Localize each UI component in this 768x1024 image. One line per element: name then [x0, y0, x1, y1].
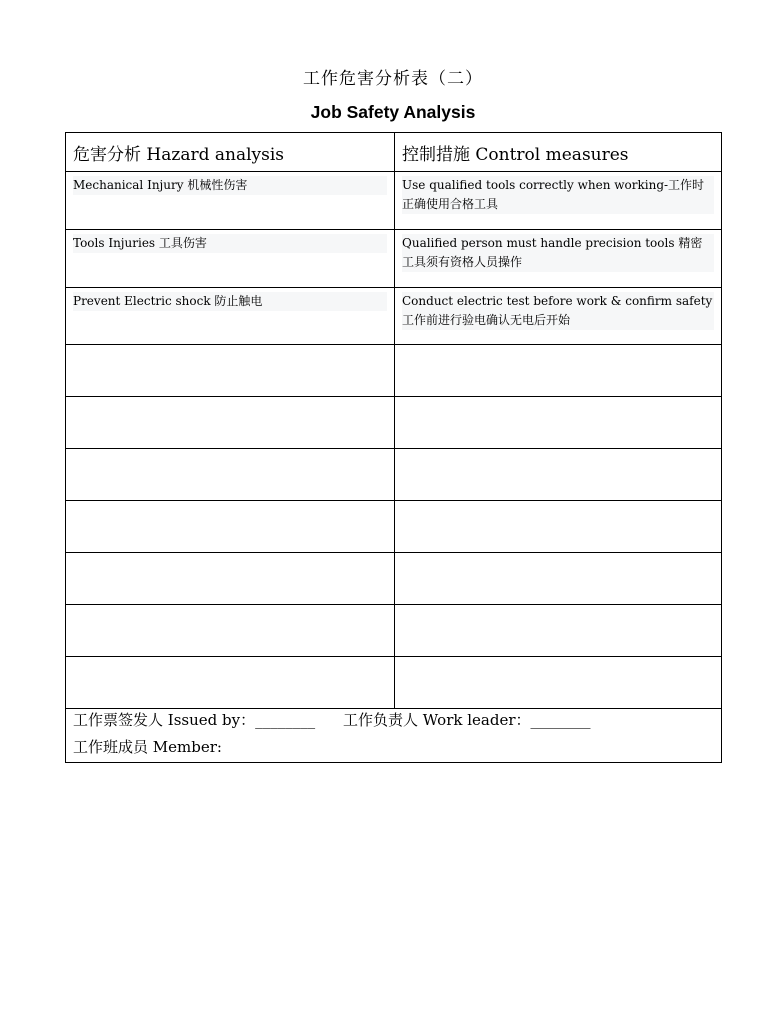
control-cell-empty[interactable]	[395, 501, 722, 553]
header-cell-hazard	[66, 133, 395, 172]
header-cell-control	[395, 133, 722, 172]
hazard-cell-empty[interactable]	[66, 449, 395, 501]
control-cell-empty[interactable]	[395, 397, 722, 449]
header-control-measures: 控制措施 Control measures	[402, 145, 629, 165]
hazard-cell-empty[interactable]	[66, 345, 395, 397]
job-safety-analysis-table	[65, 132, 722, 763]
work-leader-field[interactable]: 工作负责人 Work leader：________	[343, 711, 591, 729]
table-row	[66, 288, 722, 345]
control-cell-empty[interactable]	[395, 657, 722, 709]
hazard-cell[interactable]	[66, 172, 395, 230]
control-text: Qualified person must handle precision tools 精密工具须有资格人员操作	[402, 234, 714, 272]
page-title: Job Safety Analysis	[310, 102, 476, 122]
empty-table-row	[66, 449, 722, 501]
hazard-cell-empty[interactable]	[66, 605, 395, 657]
empty-table-row	[66, 553, 722, 605]
table-row	[66, 230, 722, 288]
member-field[interactable]: 工作班成员 Member:	[73, 738, 222, 756]
hazard-text: Prevent Electric shock 防止触电	[73, 292, 387, 311]
empty-table-row	[66, 345, 722, 397]
signature-footer-cell	[66, 709, 722, 763]
signature-footer-row	[66, 709, 722, 763]
page-title-chinese: 工作危害分析表（二）	[303, 69, 483, 89]
hazard-text: Mechanical Injury 机械性伤害	[73, 176, 387, 195]
hazard-cell[interactable]	[66, 230, 395, 288]
signature-line-1	[66, 709, 721, 731]
empty-table-row	[66, 657, 722, 709]
control-cell-empty[interactable]	[395, 605, 722, 657]
table-header-row	[66, 133, 722, 172]
table-row	[66, 172, 722, 230]
control-cell[interactable]	[395, 288, 722, 345]
empty-table-row	[66, 605, 722, 657]
control-cell[interactable]	[395, 230, 722, 288]
hazard-cell-empty[interactable]	[66, 553, 395, 605]
control-text: Conduct electric test before work & confirm safety 工作前进行验电确认无电后开始	[402, 292, 714, 330]
hazard-cell-empty[interactable]	[66, 501, 395, 553]
control-cell-empty[interactable]	[395, 449, 722, 501]
hazard-cell-empty[interactable]	[66, 397, 395, 449]
hazard-cell-empty[interactable]	[66, 657, 395, 709]
header-hazard-analysis: 危害分析 Hazard analysis	[73, 145, 285, 165]
control-text: Use qualified tools correctly when working-工作时正确使用合格工具	[402, 176, 714, 214]
control-cell[interactable]	[395, 172, 722, 230]
control-cell-empty[interactable]	[395, 553, 722, 605]
issued-by-field[interactable]: 工作票签发人 Issued by：________	[73, 711, 316, 729]
control-cell-empty[interactable]	[395, 345, 722, 397]
empty-table-row	[66, 501, 722, 553]
empty-table-row	[66, 397, 722, 449]
hazard-cell[interactable]	[66, 288, 395, 345]
hazard-text: Tools Injuries 工具伤害	[73, 234, 387, 253]
